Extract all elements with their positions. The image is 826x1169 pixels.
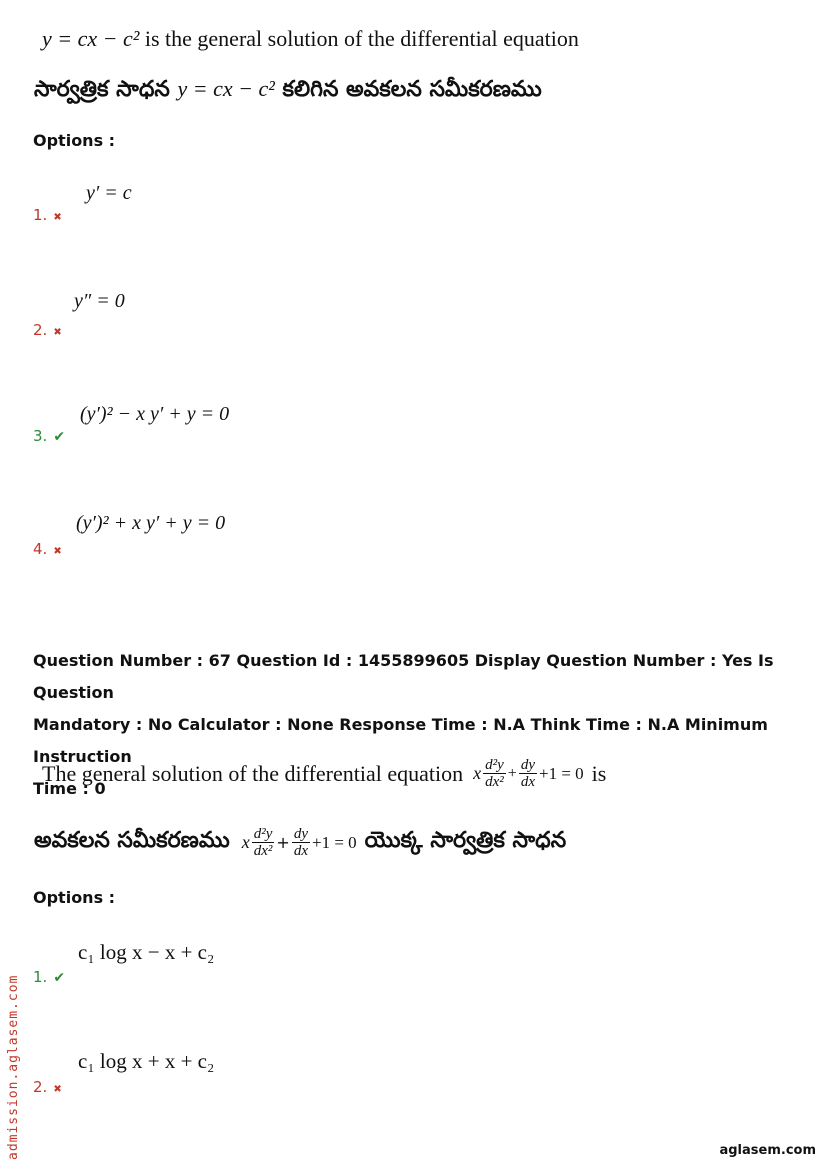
option-number-label: 3.: [33, 427, 48, 445]
cross-icon: ✖: [53, 212, 62, 223]
question-67-telugu: [34, 826, 566, 859]
options-label-66: Options :: [33, 131, 116, 150]
footer-site: aglasem.com: [719, 1143, 816, 1158]
frac-den: dx: [293, 843, 308, 859]
question-67-text: [42, 757, 606, 790]
cross-icon: ✖: [53, 327, 62, 338]
option-67-1-number: [33, 968, 65, 986]
eq-plus: +: [276, 833, 290, 852]
eq-tail: +1 = 0: [311, 832, 357, 852]
option-number-label: 2.: [33, 321, 48, 339]
question-66-english: is the general solution of the differential equation: [144, 26, 579, 51]
eq-plus: +: [507, 764, 517, 782]
check-icon: ✔: [53, 429, 66, 445]
frac-num: d²y: [485, 757, 504, 773]
eq-x: x: [241, 832, 250, 852]
fraction-dy-dx: [292, 826, 310, 859]
eq-x: x: [473, 763, 482, 783]
question-67-telugu-pre: అవకలన సమీకరణము: [34, 827, 230, 853]
question-67-telugu-post: యొక్క సార్వత్రిక సాధన: [364, 827, 567, 853]
option-66-4-number: [33, 540, 62, 558]
frac-den: dx²: [485, 774, 504, 790]
question-66-telugu: [34, 76, 542, 107]
fraction-d2y-dx2: [252, 826, 275, 859]
cross-icon: ✖: [53, 546, 62, 557]
option-67-1-expr: c₁ log x − x + c₂: [78, 940, 215, 964]
question-66-equation: y = cx − c²: [42, 26, 140, 51]
option-number-label: 2.: [33, 1078, 48, 1096]
option-66-4-expr: (y′)² + x y′ + y = 0: [76, 512, 226, 534]
fraction-d2y-dx2: [483, 757, 506, 790]
question-67-english-post: is: [591, 760, 607, 786]
meta-line-3: Time : 0: [33, 779, 106, 798]
check-icon: ✔: [53, 970, 66, 986]
option-number-label: 1.: [33, 206, 48, 224]
meta-line-2: Mandatory : No Calculator : None Response Time : N.A Think Time : N.A Minimum Instruction: [33, 715, 768, 766]
option-66-1-number: [33, 206, 62, 224]
frac-num: dy: [520, 757, 535, 773]
question-66-text: [42, 26, 579, 52]
question-66-telugu-post: కలిగిన అవకలన సమీకరణము: [282, 77, 542, 102]
question-66-telugu-pre: సార్వత్రిక సాధన: [34, 77, 170, 102]
option-66-1-expr: y′ = c: [86, 182, 132, 204]
option-66-3-expr: (y′)² − x y′ + y = 0: [80, 403, 230, 425]
frac-den: dx²: [253, 843, 273, 859]
option-67-2-expr: c₁ log x + x + c₂: [78, 1049, 215, 1073]
frac-num: dy: [293, 826, 308, 842]
option-number-label: 4.: [33, 540, 48, 558]
options-label-67: Options :: [33, 888, 116, 907]
meta-line-1: Question Number : 67 Question Id : 1455899605 Display Question Number : Yes Is Question: [33, 651, 774, 702]
cross-icon: ✖: [53, 1084, 62, 1095]
option-67-2-number: [33, 1078, 62, 1096]
option-number-label: 1.: [33, 968, 48, 986]
frac-num: d²y: [253, 826, 273, 842]
frac-den: dx: [520, 774, 535, 790]
fraction-dy-dx: [519, 757, 537, 790]
option-66-2-expr: y″ = 0: [74, 290, 125, 312]
option-66-2-number: [33, 321, 62, 339]
option-66-3-number: [33, 427, 65, 445]
eq-tail: +1 = 0: [538, 763, 584, 783]
question-67-english-pre: The general solution of the differential equation: [42, 760, 464, 786]
question-66-telugu-equation: y = cx − c²: [177, 76, 275, 101]
side-watermark: admission.aglasem.com: [6, 974, 21, 1160]
